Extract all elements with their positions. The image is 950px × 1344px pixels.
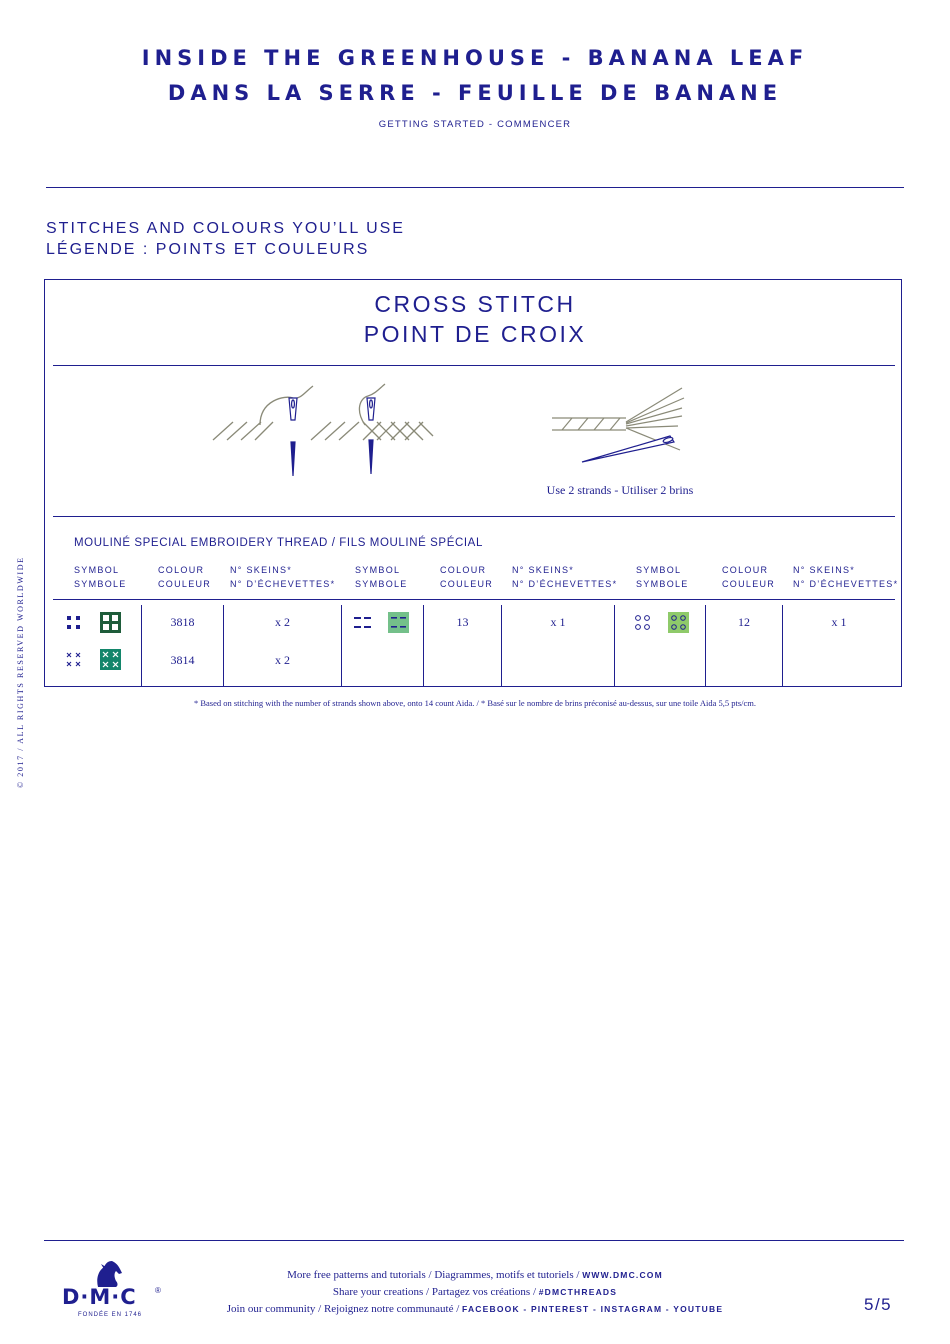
- table-header-divider: [53, 599, 895, 600]
- skeins-3818: x 2: [275, 615, 290, 629]
- col-divider: [341, 605, 342, 687]
- illustration-divider: [53, 516, 895, 517]
- header-colour-1: COLOUR COULEUR: [158, 565, 212, 589]
- dashes-icon: [353, 615, 373, 631]
- skeins-13: x 1: [550, 615, 566, 629]
- header-divider: [46, 187, 904, 188]
- copyright: © 2017 / ALL RIGHTS RESERVED WORLDWIDE: [16, 556, 25, 788]
- swatch-3818: [100, 612, 121, 633]
- header-symbol-1: SYMBOL SYMBOLE: [74, 565, 127, 589]
- swatch-3814: [100, 649, 121, 670]
- dmc-logo-registered: ®: [155, 1286, 161, 1295]
- colour-13: 13: [456, 615, 469, 629]
- footer-patterns-text: More free patterns and tutorials / Diagrammes, motifs et tutoriels /: [287, 1269, 580, 1281]
- footer-line-3: [0, 1303, 950, 1315]
- footer-line-1: [0, 1269, 950, 1281]
- col-divider: [614, 605, 615, 687]
- swatch-12: [668, 612, 689, 633]
- footer-website-link[interactable]: WWW.DMC.COM: [582, 1270, 663, 1280]
- footer-divider: [44, 1240, 904, 1241]
- title-en: INSIDE THE GREENHOUSE - BANANA LEAF: [141, 46, 809, 70]
- header-symbol-2: SYMBOL SYMBOLE: [355, 565, 408, 589]
- footer-hashtag-link[interactable]: #DMCTHREADS: [538, 1287, 618, 1297]
- dmc-logo-founded: FONDÉE EN 1746: [78, 1312, 143, 1318]
- header-colour-2: COLOUR COULEUR: [440, 565, 494, 589]
- cross-marks-icon: [66, 652, 82, 668]
- stitch-title-fr: POINT DE CROIX: [363, 321, 587, 347]
- header-skeins-3: N° SKEINS* N° D’ÉCHEVETTES*: [793, 565, 899, 589]
- header-symbol-3: SYMBOL SYMBOLE: [636, 565, 689, 589]
- stitch-title-en: CROSS STITCH: [374, 291, 576, 317]
- colour-12: 12: [738, 615, 750, 629]
- header-colour-3: COLOUR COULEUR: [722, 565, 776, 589]
- section-heading-en: STITCHES AND COLOURS YOU’LL USE: [46, 220, 405, 237]
- cross-stitch-diagram-icon: [205, 380, 445, 480]
- section-heading-fr: LÉGENDE : POINTS ET COULEURS: [46, 241, 370, 258]
- skeins-12: x 1: [831, 615, 847, 629]
- thread-table-title: MOULINÉ SPECIAL EMBROIDERY THREAD / FILS MOULINÉ SPÉCIAL: [74, 537, 483, 549]
- subtitle: GETTING STARTED - COMMENCER: [378, 119, 572, 130]
- footer-social-links[interactable]: FACEBOOK - PINTEREST - INSTAGRAM - YOUTUBE: [462, 1304, 724, 1314]
- colour-3818: 3818: [170, 615, 195, 629]
- swatch-13: [388, 612, 409, 633]
- skeins-3814: x 2: [275, 653, 290, 667]
- dmc-logo-text: D·M·C: [62, 1285, 137, 1309]
- thread-strands-icon: [548, 382, 690, 468]
- square-dots-icon: [66, 615, 82, 631]
- title-fr: DANS LA SERRE - FEUILLE DE BANANE: [167, 81, 783, 105]
- box-title-divider: [53, 365, 895, 366]
- colour-3814: 3814: [170, 653, 195, 667]
- footnote: * Based on stitching with the number of strands shown above, onto 14 count Aida. / * Basé sur le nombre de brins préconisé au-dessus, sur une toile Aida 5,5 pts/cm.: [193, 698, 757, 708]
- circles-icon: [634, 614, 652, 632]
- footer-share-text: Share your creations / Partagez vos créations /: [332, 1286, 536, 1298]
- footer-community-text: Join our community / Rejoignez notre communauté /: [226, 1303, 460, 1315]
- header-skeins-1: N° SKEINS* N° D’ÉCHEVETTES*: [230, 565, 336, 589]
- footer-line-2: [0, 1286, 950, 1298]
- page-number: 5/5: [864, 1295, 893, 1314]
- strands-caption: Use 2 strands - Utiliser 2 brins: [546, 483, 694, 497]
- header-skeins-2: N° SKEINS* N° D’ÉCHEVETTES*: [512, 565, 618, 589]
